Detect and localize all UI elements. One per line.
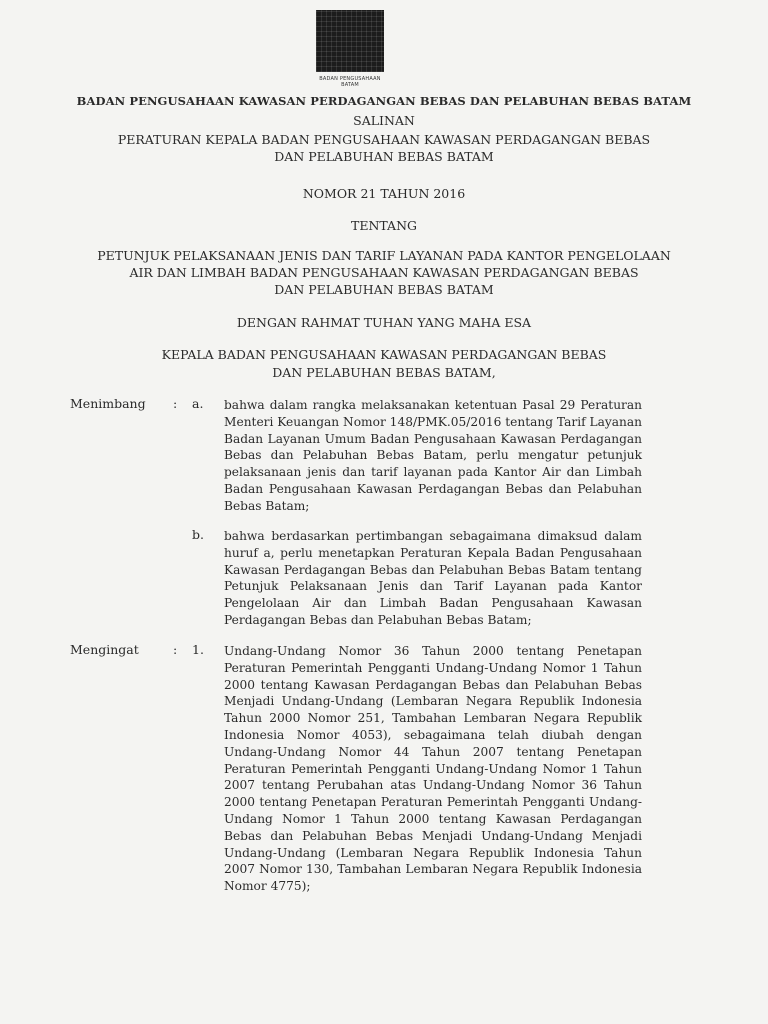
issuer-title (0, 346, 768, 382)
menimbang-item-marker: a. (192, 396, 204, 411)
logo-caption: BADAN PENGUSAHAAN BATAM (319, 76, 381, 88)
menimbang-item-text: bahwa berdasarkan pertimbangan sebagaimana dimaksud dalam huruf a, perlu menetapkan Peraturan Kepala Badan Pengusahaan Kawasan Perdagangan Bebas dan Pelabuhan Bebas Batam tentang Petunjuk Pelaksanaan Jenis dan Tarif Layanan pada Kantor Pengelolaan Air dan Limbah Badan Pengusahaan Kawasan Perdagangan Bebas dan Pelabuhan Bebas Batam; (224, 529, 642, 627)
regulation-subject (0, 247, 768, 298)
menimbang-colon: : (173, 396, 178, 411)
salinan-label: SALINAN (353, 113, 415, 128)
regulation-number: NOMOR 21 TAHUN 2016 (302, 186, 466, 201)
regulation-title (0, 131, 768, 165)
mengingat-label: Mengingat (70, 642, 139, 657)
issuer-title-line: KEPALA BADAN PENGUSAHAAN KAWASAN PERDAGANGAN BEBAS (161, 347, 607, 362)
regulation-title-line: DAN PELABUHAN BEBAS BATAM (274, 149, 494, 164)
regulation-subject-line: PETUNJUK PELAKSANAAN JENIS DAN TARIF LAYANAN PADA KANTOR PENGELOLAAN (97, 248, 671, 263)
menimbang-item-marker: b. (192, 527, 204, 542)
regulation-subject-line: DAN PELABUHAN BEBAS BATAM (274, 282, 494, 297)
menimbang-item-text: bahwa dalam rangka melaksanakan ketentuan Pasal 29 Peraturan Menteri Keuangan Nomor 148/PMK.05/2016 tentang Tarif Layanan Badan Layanan Umum Badan Pengusahaan Kawasan Perdagangan Bebas dan Pelabuhan Bebas Batam, perlu mengatur petunjuk pelaksanaan jenis dan tarif layanan pada Kantor Air dan Limbah Badan Pengusahaan Kawasan Perdagangan Bebas dan Pelabuhan Bebas Batam; (224, 398, 642, 513)
agency-logo-icon (316, 10, 384, 72)
issuer-title-line: DAN PELABUHAN BEBAS BATAM, (272, 365, 496, 380)
regulation-subject-line: AIR DAN LIMBAH BADAN PENGUSAHAAN KAWASAN PERDAGANGAN BEBAS (129, 265, 639, 280)
tentang-label: TENTANG (350, 218, 417, 233)
menimbang-label: Menimbang (70, 396, 146, 411)
mengingat-item-text: Undang-Undang Nomor 36 Tahun 2000 tentang Penetapan Peraturan Pemerintah Pengganti Undang-Undang Nomor 1 Tahun 2000 tentang Kawasan Perdagangan Bebas dan Pelabuhan Bebas Menjadi Undang-Undang (Lembaran Negara Republik Indonesia Tahun 2000 Nomor 251, Tambahan Lembaran Negara Republik Indonesia Nomor 4053), sebagaimana telah diubah dengan Undang-Undang Nomor 44 Tahun 2007 tentang Penetapan Peraturan Pemerintah Pengganti Undang-Undang Nomor 1 Tahun 2007 tentang Perubahan atas Undang-Undang Nomor 36 Tahun 2000 tentang Penetapan Peraturan Pemerintah Pengganti Undang-Undang Nomor 1 Tahun 2000 tentang Kawasan Perdagangan Bebas dan Pelabuhan Bebas Menjadi Undang-Undang Menjadi Undang-Undang (Lembaran Negara Republik Indonesia Tahun 2007 Nomor 130, Tambahan Lembaran Negara Republik Indonesia Nomor 4775); (224, 644, 642, 894)
rahmat-line: DENGAN RAHMAT TUHAN YANG MAHA ESA (236, 315, 532, 330)
mengingat-colon: : (173, 642, 178, 657)
regulation-title-line: PERATURAN KEPALA BADAN PENGUSAHAAN KAWASAN PERDAGANGAN BEBAS (117, 132, 651, 147)
mengingat-item-marker: 1. (192, 642, 204, 657)
agency-name: BADAN PENGUSAHAAN KAWASAN PERDAGANGAN BEBAS DAN PELABUHAN BEBAS BATAM (76, 94, 692, 108)
